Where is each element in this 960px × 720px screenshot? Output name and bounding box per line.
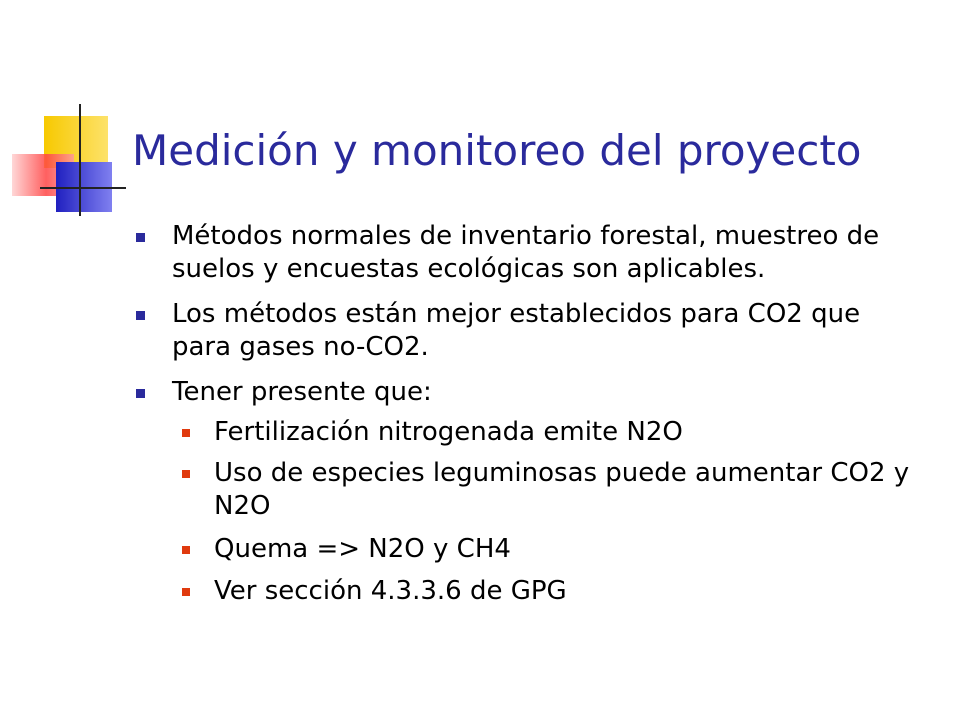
subbullet-text: Fertilización nitrogenada emite N2O [214, 417, 683, 447]
subbullet-item [214, 416, 914, 449]
bullet-item [172, 298, 912, 364]
subbullet-text: Uso de especies leguminosas puede aumentar CO2 y N2O [214, 458, 910, 521]
bullet-text: Métodos normales de inventario forestal, muestreo de suelos y encuestas ecológicas son aplicables. [172, 221, 880, 284]
bullet-item [172, 376, 912, 409]
subbullet-text: Quema => N2O y CH4 [214, 534, 511, 564]
bullet-item [172, 220, 912, 286]
subbullet-item [214, 533, 914, 566]
square-subbullet-icon [182, 588, 190, 596]
square-subbullet-icon [182, 429, 190, 437]
square-subbullet-icon [182, 470, 190, 478]
subbullet-item [214, 575, 914, 608]
subbullet-text: Ver sección 4.3.3.6 de GPG [214, 576, 567, 606]
subbullet-item [214, 457, 914, 523]
square-subbullet-icon [182, 546, 190, 554]
bullet-text: Tener presente que: [172, 377, 432, 407]
square-bullet-icon [136, 311, 145, 320]
slide-title: Medición y monitoreo del proyecto [132, 126, 862, 175]
square-bullet-icon [136, 233, 145, 242]
bullet-text: Los métodos están mejor establecidos para CO2 que para gases no-CO2. [172, 299, 861, 362]
square-bullet-icon [136, 389, 145, 398]
